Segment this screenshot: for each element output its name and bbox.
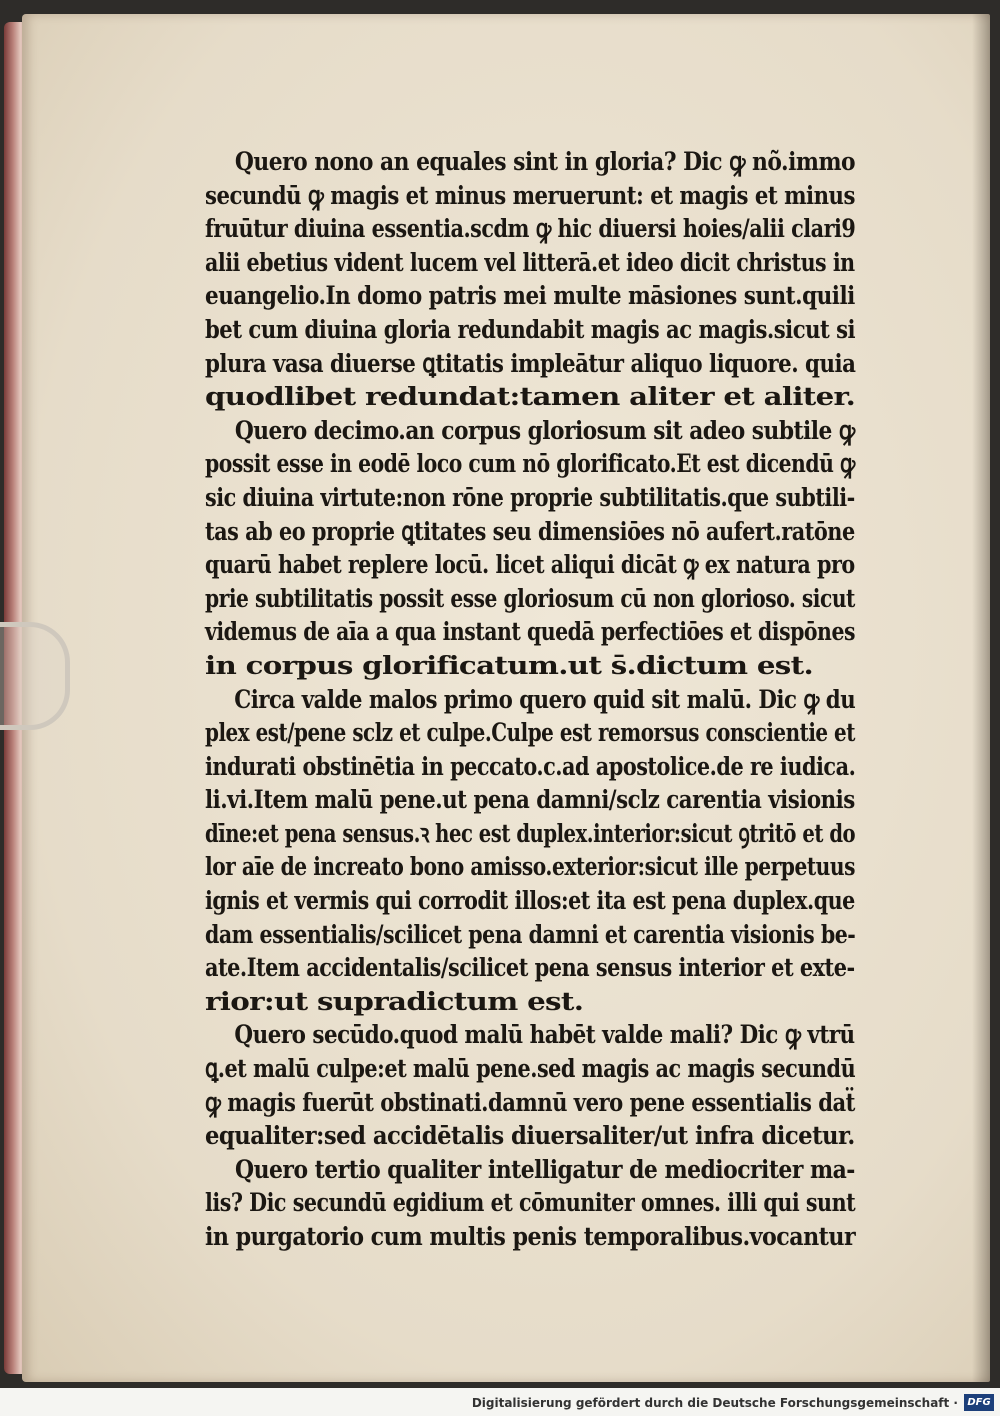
text-line: equaliter:sed accidētalis diuersaliter/ut infra dicetur. [205,1121,855,1152]
footer-bar [0,1388,1000,1416]
text-line: quodlibet redundat:tamen aliter et aliter. [205,382,856,413]
text-line: ꝗ.et malū culpe:et malū pene.sed magis ac magis secundū [205,1054,856,1085]
text-line: lor aīe de increato bono amisso.exterior:sicut ille perpetuus [205,852,855,883]
text-line: ate.Item accidentalis/scilicet pena sensus interior et exte- [205,953,855,984]
text-line: li.vi.Item malū pene.ut pena damni/sclz carentia visionis [205,785,855,816]
text-line: alii ebetius vident lucem vel litterā.et ideo dicit christus in [205,247,855,278]
text-line: bet cum diuina gloria redundabit magis ac magis.sicut si [205,314,856,345]
text-line: indurati obstinētia in peccato.c.ad apostolice.de re iudica. [205,751,856,782]
text-line: in corpus glorificatum.ut s̄.dictum est. [205,650,814,681]
text-line: Quero tertio qualiter intelligatur de mediocriter ma- [235,1154,855,1185]
text-line: sic diuina virtute:non rōne proprie subtilitatis.que subtili- [205,482,855,513]
text-line: Quero secūdo.quod malū habēt valde mali? Dic ꝙ vtrū [234,1020,855,1051]
text-line: ꝙ magis fuerūt obstinati.damnū vero pene essentialis daẗ [205,1087,855,1118]
text-line: plura vasa diuerse ꝗtitatis impleātur aliquo liquore. quia [205,348,856,379]
text-line: videmus de aīa a qua instant quedā perfectiōes et dispōnes [205,617,855,648]
gutter-shadow [972,14,990,1382]
text-line: plex est/pene sclz et culpe.Culpe est remorsus conscientie et [205,718,855,749]
funding-credit: Digitalisierung gefördert durch die Deutsche Forschungsgemeinschaft · [471,1396,958,1410]
dfg-logo: DFG [964,1394,994,1411]
text-line: Quero decimo.an corpus gloriosum sit adeo subtile ꝙ [234,415,855,446]
text-line: ignis et vermis qui corrodit illos:et ita est pena duplex.que [205,886,855,917]
text-line: fruūtur diuina essentia.scdm ꝙ hic diuersi hoies/alii clari9 [205,214,856,245]
printed-text-block [205,146,855,1255]
text-line: prie subtilitatis possit esse gloriosum cū non glorioso. sicut [205,583,855,614]
text-line: euangelio.In domo patris mei multe māsiones sunt.quili [205,281,855,312]
text-line: rior:ut supradictum est. [205,986,584,1017]
text-line: Quero nono an equales sint in gloria? Dic ꝙ nõ.immo [234,147,856,177]
text-line: in purgatorio cum multis penis temporalibus.vocantur [205,1222,856,1252]
text-line: Circa valde malos primo quero quid sit malū. Dic ꝙ du [234,684,856,715]
text-line: possit esse in eodē loco cum nō glorificato.Et est dicendū ꝙ [205,449,855,480]
text-line: lis? Dic secundū egidium et cōmuniter omnes. illi qui sunt [205,1188,856,1219]
text-line: dam essentialis/scilicet pena damni et carentia visionis be- [205,919,856,950]
text-line: secundū ꝙ magis et minus meruerunt: et magis et minus [205,180,855,211]
text-line: quarū habet replere locū. licet aliqui dicāt ꝙ ex natura pro [205,550,855,581]
text-line: tas ab eo proprie ꝗtitates seu dimensiōes nō aufert.ratōne [205,516,855,547]
book-clasp [0,622,70,730]
text-line: dīne:et pena sensus.ꝛ hec est duplex.interior:sicut ꝯtritō et do [205,818,856,849]
